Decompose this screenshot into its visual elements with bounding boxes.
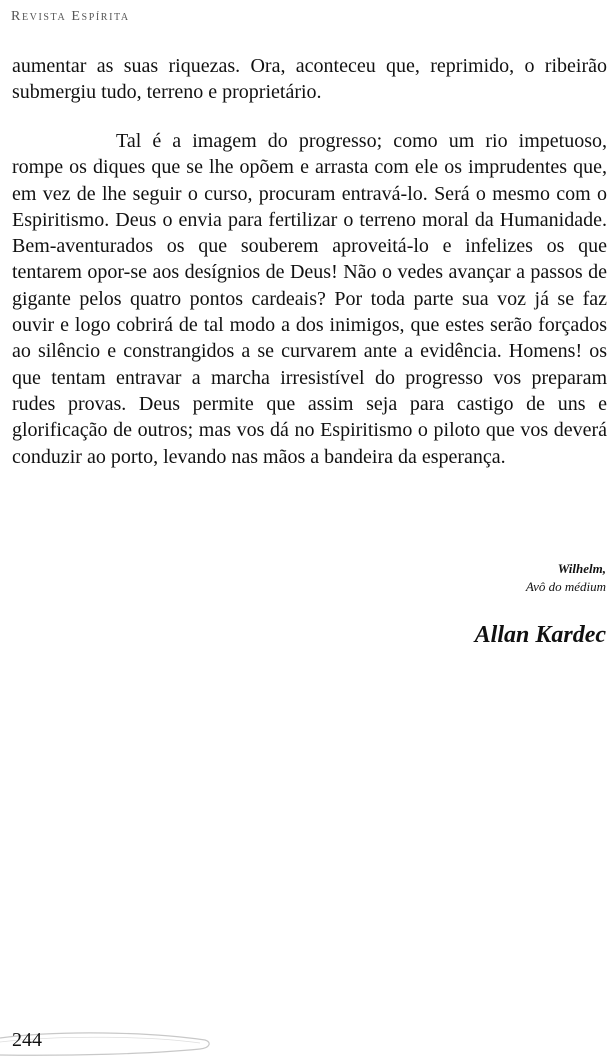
running-header: Revista Espírita <box>11 9 130 24</box>
page-number: 244 <box>12 1029 42 1051</box>
signature-role: Avô do médium <box>525 579 606 594</box>
body-paragraph-2: Tal é a imagem do progresso; como um rio impetuoso, rompe os diques que se lhe opõem e arrasta com ele os imprudentes que, em vez de lhe seguir o curso, procuram entravá-lo. Será o mesmo com o Espiritismo. Deus o envia para fertilizar o terreno moral da Humanidade. Bem-aventurados os que souberem aproveitá-lo e infelizes os que tentarem opor-se aos desígnios de Deus! Não o vedes avançar a passos de gigante pelos quatro pontos cardeais? Por toda parte sua voz já se faz ouvir e logo cobrirá de tal modo a dos inimigos, que estes serão forçados ao silêncio e constrangidos a se curvarem ante a evidência. Homens! os que tentam entravar a marcha irresistível do progresso vos preparam rudes provas. Deus permite que assim seja para castigo de uns e glorificação de outros; mas vos dá no Espiritismo o piloto que vos deverá conduzir ao porto, levando nas mãos a bandeira da esperança. <box>12 130 607 468</box>
body-paragraph-1: aumentar as suas riquezas. Ora, aconteceu que, reprimido, o ribeirão submergiu tudo, terreno e proprietário. <box>12 55 607 104</box>
signature-name: Wilhelm, <box>557 561 606 576</box>
signature-block <box>526 561 606 597</box>
author-name: Allan Kardec <box>474 622 606 648</box>
